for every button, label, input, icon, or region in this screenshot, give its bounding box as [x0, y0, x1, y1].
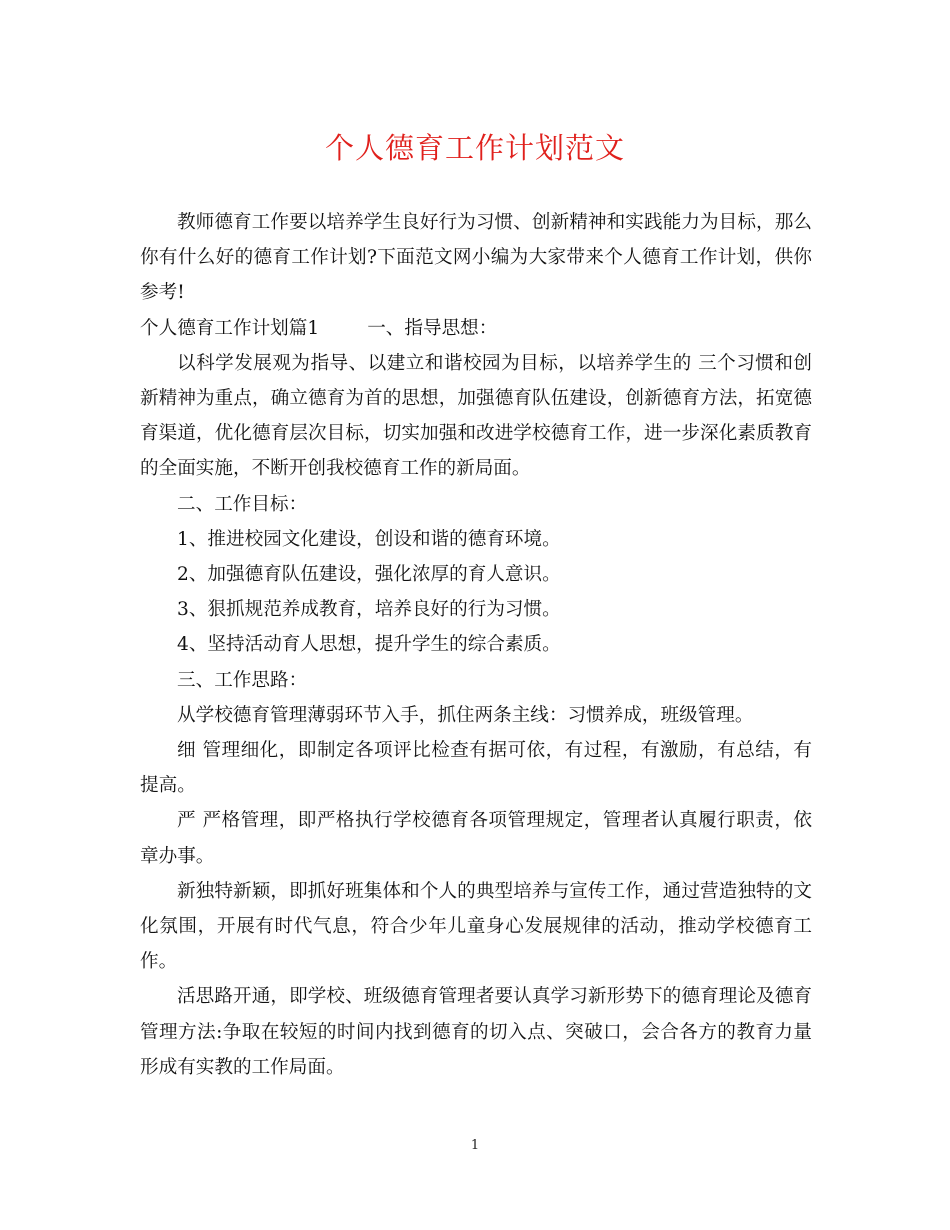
goal-item: 2、加强德育队伍建设，强化浓厚的育人意识。	[177, 564, 561, 586]
section-label: 个人德育工作计划篇1	[140, 317, 320, 339]
goal-item: 3、狠抓规范养成教育，培养良好的行为习惯。	[177, 599, 561, 621]
innovation-paragraph: 新独特新颖，即抓好班集体和个人的典型培养与宣传工作，通过营造独特的文化氛围，开展有时代气息，符合少年儿童身心发展规律的活动，推动学校德育工作。	[140, 880, 812, 973]
goal-item: 1、推进校园文化建设，创设和谐的德育环境。	[177, 528, 561, 550]
section-heading-line	[140, 311, 812, 346]
heading-guiding-ideology: 一、指导思想：	[367, 317, 498, 339]
mainline-paragraph: 从学校德育管理薄弱环节入手，抓住两条主线：习惯养成，班级管理。	[177, 704, 754, 726]
heading-work-approach: 三、工作思路：	[177, 669, 308, 691]
guiding-ideology-paragraph: 以科学发展观为指导、以建立和谐校园为目标，以培养学生的 三个习惯和创新精神为重点，确立德育为首的思想，加强德育队伍建设，创新德育方法，拓宽德育渠道，优化德育层次目标，切实加强和改进学校德育工作，进一步深化素质教育的全面实施，不断开创我校德育工作的新局面。	[140, 352, 812, 480]
document-title: 个人德育工作计划范文	[324, 131, 625, 165]
flexible-thinking-paragraph: 活思路开通，即学校、班级德育管理者要认真学习新形势下的德育理论及德育管理方法:争取在较短的时间内找到德育的切入点、突破口，会合各方的教育力量形成有实教的工作局面。	[140, 986, 812, 1078]
heading-work-goals: 二、工作目标：	[177, 493, 308, 515]
page-number: 1	[470, 1138, 480, 1153]
document-body	[140, 205, 812, 1085]
strict-management-paragraph: 严 严格管理，即严格执行学校德育各项管理规定，管理者认真履行职责，依章办事。	[140, 810, 812, 867]
refined-management-paragraph: 细 管理细化，即制定各项评比检查有据可依，有过程，有激励，有总结，有提高。	[140, 740, 812, 797]
goal-item: 4、坚持活动育人思想，提升学生的综合素质。	[177, 634, 561, 656]
intro-paragraph: 教师德育工作要以培养学生良好行为习惯、创新精神和实践能力为目标，那么你有什么好的德育工作计划?下面范文网小编为大家带来个人德育工作计划，供你参考!	[140, 212, 812, 304]
